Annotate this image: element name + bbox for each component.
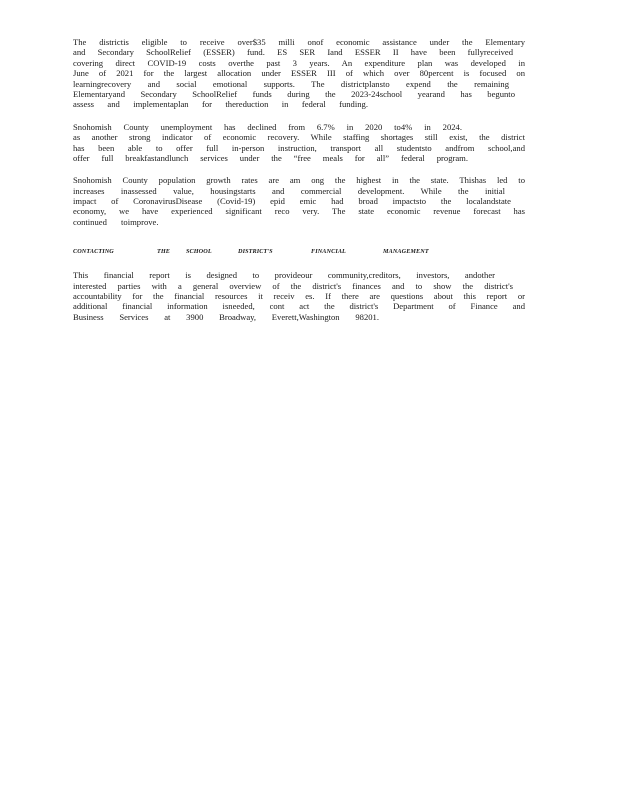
text-line: covering direct COVID-19 costs overthe past 3 years. An expenditure plan was developed in bbox=[73, 57, 525, 68]
text-line: This financial report is designed to provideour community,creditors, investors, andother bbox=[73, 270, 495, 281]
contact-paragraph bbox=[73, 270, 525, 322]
text-line: The districtis eligible to receive over$35 milli onof economic assistance under the Elementary bbox=[73, 37, 525, 47]
text-line: increases inassessed value, housingstarts and commercial development. While the initial bbox=[73, 185, 505, 196]
text-line: Snohomish County unemployment has declined from 6.7% in 2020 to4% in 2024. bbox=[73, 121, 462, 132]
text-line: June of 2021 for the largest allocation under ESSER III of which over 80percent is focused on bbox=[73, 68, 525, 79]
heading-word: THE bbox=[157, 248, 171, 256]
text-line: continued toimprove. bbox=[73, 216, 159, 227]
esser-funding-paragraph bbox=[73, 37, 525, 110]
text-line: Snohomish County population growth rates are am ong the highest in the state. Thishas led to bbox=[73, 175, 525, 186]
document-page bbox=[73, 37, 525, 322]
heading-word: FINANCIAL bbox=[311, 248, 346, 256]
text-line: accountability for the financial resources it receiv es. If there are questions about this report or bbox=[73, 291, 525, 302]
heading-word: DISTRICT'S bbox=[238, 248, 273, 256]
text-line: offer full breakfastandlunch services under the “free meals for all” federal program. bbox=[73, 152, 468, 163]
text-line: Business Services at 3900 Broadway, Everett,Washington 98201. bbox=[73, 311, 379, 322]
text-line: learningrecovery and social emotional supports. The districtplansto expend the remaining bbox=[73, 78, 509, 89]
text-line: impact of CoronavirusDisease (Covid-19) epid emic had broad impactsto the localandstate bbox=[73, 196, 511, 207]
population-paragraph bbox=[73, 175, 525, 227]
text-line: has been able to offer full in-person instruction, transport all studentsto andfrom school,and bbox=[73, 142, 525, 153]
text-line: economy, we have experienced significant reco very. The state economic revenue forecast has bbox=[73, 206, 525, 217]
text-line: assess and implementaplan for thereduction in federal funding. bbox=[73, 99, 368, 110]
heading-word: SCHOOL bbox=[186, 248, 212, 256]
text-line: interested parties with a general overview of the district's finances and to show the district's bbox=[73, 280, 513, 291]
text-line: additional financial information isneeded, cont act the district's Department of Finance and bbox=[73, 301, 525, 312]
text-line: as another strong indicator of economic recovery. While staffing shortages still exist, the district bbox=[73, 132, 525, 143]
heading-word: CONTACTING bbox=[73, 248, 114, 256]
text-line: and Secondary SchoolRelief (ESSER) fund. ES SER Iand ESSER II have been fullyreceived bbox=[73, 47, 513, 58]
section-heading bbox=[73, 247, 525, 257]
unemployment-paragraph bbox=[73, 122, 525, 164]
heading-word: MANAGEMENT bbox=[383, 248, 429, 256]
text-line: Elementaryand Secondary SchoolRelief funds during the 2023-24school yearand has begunto bbox=[73, 88, 515, 99]
